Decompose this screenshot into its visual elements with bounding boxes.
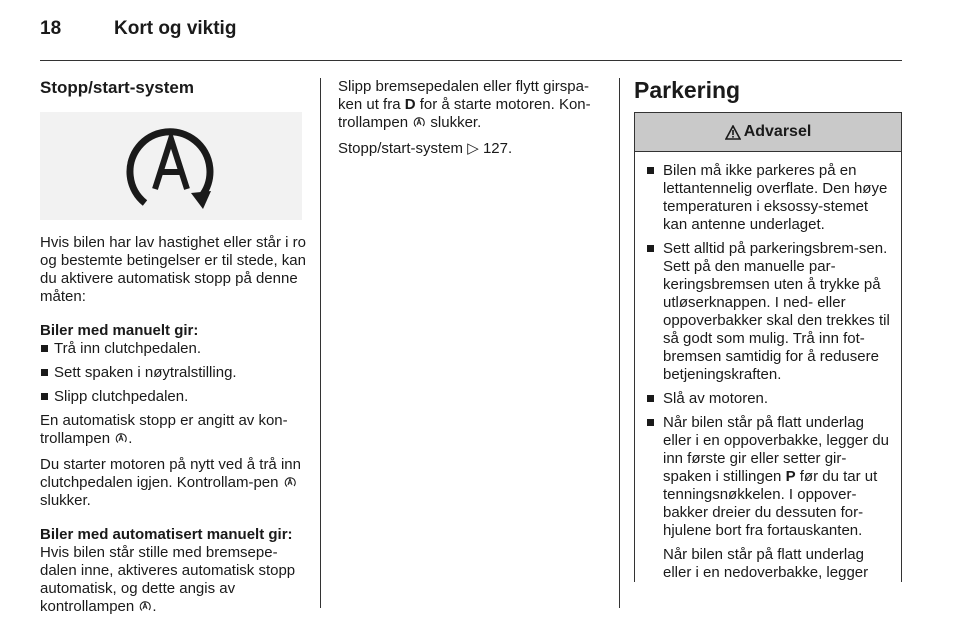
indicator-a-icon: [284, 476, 296, 488]
warning-header: [635, 113, 901, 152]
chapter-title: Kort og viktig: [114, 18, 237, 39]
manual-steps-list: [40, 340, 306, 406]
list-item: Sett alltid på parkeringsbrem-sen. Sett på den manuelle par-keringsbremsen uten å trykke på utløserknappen. I ned- eller oppoverbakker skal den trekkes til så godt som mulig. Trå inn fot-bremsen samtidig for å redusere betjeningskraften.: [645, 240, 893, 384]
manual-heading: Biler med manuelt gir:: [40, 322, 199, 339]
column-left: [40, 78, 306, 624]
section-title: Stopp/start-system: [40, 78, 194, 97]
warning-body: [635, 152, 901, 582]
auto-text: Hvis bilen står stille med bremsepe-dalen inne, aktiveres automatisk stopp automatisk, og dette angis av kontrollampen .: [40, 544, 296, 615]
warning-continuation: Når bilen står på flatt underlag eller i en nedoverbakke, legger: [663, 546, 869, 581]
warning-label: Advarsel: [743, 123, 812, 140]
release-text: Slipp bremsepedalen eller flytt girspa-ken ut fra D for å starte motoren. Kon-trollampen slukker.: [338, 78, 591, 131]
indicator-a-icon: [115, 432, 127, 444]
section-title-parking: Parkering: [634, 77, 741, 103]
page-header: [40, 18, 236, 40]
xref-arrow-icon: ▷: [467, 140, 479, 157]
auto-stop-A-icon: [111, 121, 231, 211]
warning-box: [634, 112, 902, 582]
column-middle: [338, 78, 608, 166]
list-item: Når bilen står på flatt underlag eller i en oppoverbakke, legger du inn første gir eller setter gir-spaken i stillingen P før du tar ut tenningsnøkkelen. I oppover-bakker dreier du dessuten for-hjulene bort fra fortauskanten.: [645, 414, 893, 540]
warning-list: [645, 162, 893, 540]
list-item: Bilen må ikke parkeres på en lettantennelig overflate. Den høye temperaturen i eksossy-stemet kan antenne underlaget.: [645, 162, 893, 234]
indicator-a-icon: [139, 600, 151, 612]
auto-heading: Biler med automatisert manuelt gir:: [40, 526, 293, 543]
warning-triangle-icon: [725, 125, 741, 140]
list-item: Slipp clutchpedalen.: [40, 388, 306, 406]
indicator-a-icon: [413, 116, 425, 128]
list-item: Trå inn clutchpedalen.: [40, 340, 306, 358]
list-item: Sett spaken i nøytralstilling.: [40, 364, 306, 382]
column-divider: [619, 78, 620, 608]
list-item: Slå av motoren.: [645, 390, 893, 408]
column-right: [634, 78, 902, 590]
symbol-illustration: [40, 112, 302, 220]
restart-text: Du starter motoren på nytt ved å trå inn clutchpedalen igjen. Kontrollam-pen slukker.: [40, 456, 301, 509]
intro-text: Hvis bilen har lav hastighet eller står i ro og bestemte betingelser er til stede, kan du aktivere automatisk stopp på denne måten:: [40, 234, 306, 305]
header-rule: [40, 60, 902, 61]
indicator-text: En automatisk stopp er angitt av kon-trollampen .: [40, 412, 288, 447]
page-number: 18: [40, 18, 62, 39]
cross-reference[interactable]: Stopp/start-system ▷ 127.: [338, 140, 513, 157]
column-divider: [320, 78, 321, 608]
